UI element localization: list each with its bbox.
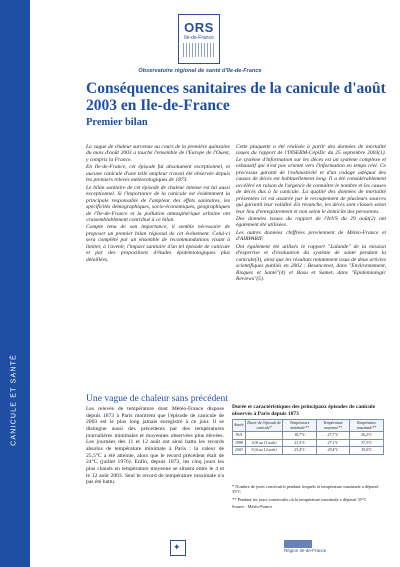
intro-paragraph: Le bilan sanitaire de cet épisode de chaleur intense est lui aussi exceptionnel. Si l'importance de la canicule est évidemment la principale responsable de l'ampleur des effets sanitaires, les spécificités démographiques, socio-économiques, géographiques de l'Ile-de-France et la pollution atmosphérique urbaine ont vraisemblablement contribué à ce bilan. (86, 184, 230, 223)
table-cell: 23,4°C (283, 447, 317, 455)
org-name: Observatoire régional de santé d'Ile-de-France (138, 68, 262, 74)
region-logo (284, 540, 326, 554)
table-note: ** Pendant les jours consécutifs où la température maximale a dépassé 35°C (232, 496, 367, 502)
flag-icon: ✦ (173, 542, 181, 552)
table-notes (232, 484, 384, 512)
section-heading: Une vague de chaleur sans précédent (86, 393, 228, 404)
table-cell: 18,7°C (283, 432, 317, 440)
table-header-cell: Température minimale** (283, 420, 317, 432)
intro-paragraph: Les autres données chiffrées proviennent de Météo-France et d'AIRPARIF. (236, 229, 386, 243)
table-cell: 36,2°C (350, 432, 384, 440)
table-header-row (233, 420, 384, 432)
document-subtitle: Premier bilan (86, 117, 148, 128)
table-cell: 9 (4 au 12 août) (245, 447, 283, 455)
table-cell: 21,5°C (283, 439, 317, 447)
heatwave-table (232, 419, 384, 455)
intro-paragraph: Ont également été utilisés le rapport "Lalande" de la mission d'expertise et d'évaluation du système de santé pendant la canicule(3), ainsi que les résultats notamment issus de deux articles scientifiques publiés en 2002 : Besancenot, dans "Environnement, Risques et Santé"(4) et Basu et Samet, dans "Epidemiologic Reviews"(5). (236, 243, 386, 283)
table-header-cell: Température moyenne** (316, 420, 349, 432)
table-row (233, 439, 384, 447)
logo-main-text: ORS (184, 20, 214, 35)
table-header-cell: Durée de l'épisode de canicule* (245, 420, 283, 432)
table-cell: 1998 (233, 439, 246, 447)
intro-column-left (86, 144, 230, 264)
table-row (233, 432, 384, 440)
table-note: * Nombre de jours consécutifs pendant lesquels la température maximale a dépassé 35°C (232, 484, 379, 495)
table-cell (245, 432, 283, 440)
intro-paragraph: Des données issues du rapport de l'InVS du 29 août(2) ont également été utilisées. (236, 215, 386, 229)
table-source: Source : Météo-France (232, 504, 273, 510)
section-body (86, 406, 224, 486)
side-label (4, 300, 24, 500)
side-label-text: CANICULE ET SANTÉ (10, 354, 18, 446)
table-row (233, 447, 384, 455)
republic-logo (170, 540, 186, 556)
intro-paragraph: En Ile-de-France, cet épisode fut absolument exceptionnel, et aucune canicule d'une telle ampleur n'avait été observée depuis les premiers relevés météorologiques de 1873. (86, 164, 230, 184)
table-cell: 1911 (233, 432, 246, 440)
table-cell: 37,3°C (350, 439, 384, 447)
region-logo-text: Région Ile-de-France (284, 548, 327, 553)
table-cell: 27,1°C (316, 439, 349, 447)
document-title: Conséquences sanitaires de la canicule d'août 2003 en Ile-de-France (86, 80, 386, 114)
table-cell: 4 (8 au 11 août) (245, 439, 283, 447)
table-header-cell: Année (233, 420, 246, 432)
intro-paragraph: Cette plaquette a été réalisée à partir des données de mortalité issues du rapport de l'INSERM-CépiDc du 25 septembre 2003(1). Le système d'information sur les décès est un système complexe et exhaustif qui n'est pas orienté vers l'information en temps réel. Ce processus garanti de l'exhaustivité et d'un codage adéquat des causes de décès est habituellement long. Il a été considérablement accéléré en raison de l'urgence de connaître le nombre et les causes de décès dus à la canicule. La qualité des données de mortalité présentées ici est assurée par le recoupement de plusieurs sources qui garantit leur validité. En revanche, les décès sont classés selon leur lieu d'enregistrement et non selon le domicile des personnes. (236, 144, 386, 215)
intro-paragraph: La vague de chaleur survenue au cours de la première quinzaine du mois d'août 2003 a touché l'ensemble de l'Europe de l'Ouest, y compris la France. (86, 144, 230, 163)
table-cell: 29,4°C (316, 447, 349, 455)
intro-column-right (236, 144, 386, 284)
ors-logo (178, 14, 220, 64)
table-cell: 39,0°C (350, 447, 384, 455)
table-cell: 27,7°C (316, 432, 349, 440)
table-header-cell: Température maximale** (350, 420, 384, 432)
logo-pattern (183, 43, 215, 57)
table-cell: 2003 (233, 447, 246, 455)
table-title: Durée et caractéristiques des principaux épisodes de canicule observés à Paris depuis 1873 (232, 404, 376, 417)
intro-paragraph: Compte tenu de son importance, il semble nécessaire de proposer un premier bilan régional de cet événement. Celui-ci sera complété par un ensemble de recommandations visant à limiter, à l'avenir, l'impact sanitaire d'un tel épisode de canicule et par des propositions d'études épidémiologiques plus détaillées. (86, 224, 230, 263)
region-logo-mark (284, 540, 312, 548)
logo-sub-text: Ile-de-France (184, 35, 214, 41)
section-paragraph: Les relevés de température dont Météo-France dispose depuis 1873 à Paris montrent que l'épisode de canicule de 2003 est le plus long jamais enregistré à ce jour. Il se distingue aussi des précédents par des températures journalières minimales et moyennes observées plus élevées. Les journées des 11 et 12 août ont ainsi battu les records absolus de température minimale à Paris : la valeur de 25,5°C a été atteinte, alors que le record précédent était de 24°C (juillet 1976). Enfin, depuis 1873, les cinq jours les plus chauds en température moyenne se situent entre le 4 et le 12 août 2003. Seul le record de température maximale n'a pas été battu. (86, 406, 224, 486)
